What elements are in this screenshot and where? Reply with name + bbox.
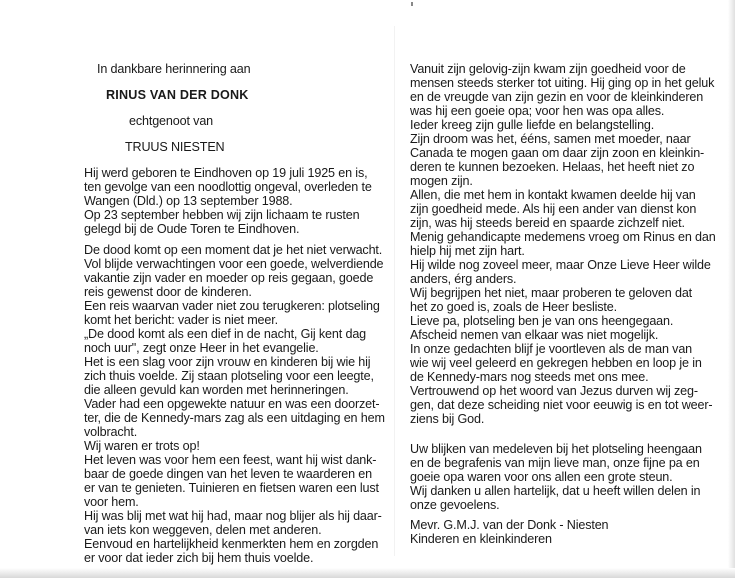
text-line: hielp hij met zijn hart. (410, 244, 525, 258)
text-line: Vertrouwend op het woord van Jezus durven wij zeg- (410, 384, 698, 398)
text-line: Ieder kreeg zijn gulle liefde en belangstelling. (410, 118, 655, 132)
text-line: Het leven was voor hem een feest, want hij wist dank- (84, 453, 377, 467)
text-line: Vanuit zijn gelovig-zijn kwam zijn goedheid voor de (410, 62, 686, 76)
memorial-heading: In dankbare herinnering aan (97, 62, 251, 76)
text-line: Hij was blij met wat hij had, maar nog blijer als hij daar- (84, 509, 382, 523)
text-line: er voor dat ieder zich bij hem thuis voelde. (84, 551, 314, 565)
scan-edge-bottom (0, 568, 735, 578)
text-line: baar de goede dingen van het leven te waarderen en (84, 467, 372, 481)
text-line: zich thuis voelde. Zij staan plotseling voor een leegte, (84, 369, 374, 383)
text-line: Zijn droom was het, ééns, samen met moeder, naar (410, 132, 691, 146)
text-line: en de begrafenis van mijn lieve man, onze fijne pa en (410, 456, 700, 470)
text-line: Eenvoud en hartelijkheid kenmerkten hem en zorgden (84, 537, 379, 551)
text-line: de Kennedy-mars nog steeds met ons mee. (410, 370, 649, 384)
text-line: en de vreugde van zijn gezin en voor de kleinkinderen (410, 90, 704, 104)
text-line: goeie opa waren voor ons allen een grote steun. (410, 470, 673, 484)
text-line: Hij werd geboren te Eindhoven op 19 juli 1925 en is, (84, 166, 368, 180)
text-line: Het is een slag voor zijn vrouw en kinderen bij wie hij (84, 355, 371, 369)
text-line: van iets kon weggeven, delen met anderen. (84, 523, 322, 537)
text-line: ten gevolge van een noodlottig ongeval, overleden te (84, 180, 372, 194)
text-line: noch uur", zegt onze Heer in het evangelie. (84, 341, 319, 355)
text-line: zijn, was hij steeds bereid en spaarde zichzelf niet. (410, 216, 685, 230)
text-line: Wij waren er trots op! (84, 439, 200, 453)
signature: Mevr. G.M.J. van der Donk - Niesten (410, 518, 609, 532)
text-line: Een reis waarvan vader niet zou terugkeren: plotseling (84, 299, 380, 313)
text-line: „De dood komt als een dief in de nacht, Gij kent dag (84, 327, 367, 341)
text-line: voor hem. (84, 495, 139, 509)
text-line: Wij begrijpen het niet, maar proberen te geloven dat (410, 286, 693, 300)
text-line: Op 23 september hebben wij zijn lichaam te rusten (84, 208, 360, 222)
text-line: reis gewenst door de kinderen. (84, 285, 252, 299)
text-line: Vader had een opgewekte natuur en was een doorzet- (84, 397, 380, 411)
text-line: er van te genieten. Tuinieren en fietsen waren een lust (84, 481, 379, 495)
text-line: komt het bericht: vader is niet meer. (84, 313, 278, 327)
text-line: deren te kunnen bezoeken. Helaas, het heeft niet zo (410, 160, 695, 174)
text-line: onze gevoelens. (410, 498, 500, 512)
text-line: ter, die de Kennedy-mars zag als een uitdaging en hem (84, 411, 385, 425)
family-signature: Kinderen en kleinkinderen (410, 532, 552, 546)
text-line: anders, érg anders. (410, 272, 517, 286)
text-line: Uw blijken van medeleven bij het plotseling heengaan (410, 442, 702, 456)
text-line: De dood komt op een moment dat je het niet verwacht. (84, 243, 383, 257)
text-line: zijn goedheid mede. Als hij een ander van dienst kon (410, 202, 697, 216)
deceased-name: RINUS VAN DER DONK (106, 88, 249, 102)
text-line: Canada te mogen gaan om daar zijn zoon en kleinkin- (410, 146, 705, 160)
text-line: het zo goed is, zoals de Heer besliste. (410, 300, 617, 314)
text-line: Wij danken u allen hartelijk, dat u heeft willen delen in (410, 484, 701, 498)
scan-edge-right (728, 0, 735, 578)
text-line: wie wij veel geleerd en gekregen hebben en loop je in (410, 356, 702, 370)
spouse-name: TRUUS NIESTEN (125, 140, 225, 154)
text-line: ziens bij God. (410, 412, 485, 426)
text-line: mogen zijn. (410, 174, 473, 188)
scan-speck (411, 2, 413, 6)
text-line: Vol blijde verwachtingen voor een goede, welverdiende (84, 257, 384, 271)
text-line: die alleen gevuld kan worden met herinneringen. (84, 383, 349, 397)
text-line: mensen steeds sterker tot uiting. Hij ging op in het geluk (410, 76, 715, 90)
fold-line (394, 26, 395, 556)
text-line: Wangen (Dld.) op 13 september 1988. (84, 194, 293, 208)
text-line: Menig gehandicapte medemens vroeg om Rinus en dan (410, 230, 716, 244)
text-line: Allen, die met hem in kontakt kwamen deelde hij van (410, 188, 696, 202)
text-line: was hij een goeie opa; voor hen was opa alles. (410, 104, 665, 118)
text-line: vakantie zijn vader en moeder op reis gegaan, goede (84, 271, 374, 285)
text-line: In onze gedachten blijf je voortleven als de man van (410, 342, 693, 356)
text-line: Afscheid nemen van elkaar was niet mogelijk. (410, 328, 659, 342)
text-line: volbracht. (84, 425, 138, 439)
relation-text: echtgenoot van (129, 114, 214, 128)
text-line: gen, dat deze scheiding niet voor eeuwig is en tot weer- (410, 398, 713, 412)
text-line: gelegd bij de Oude Toren te Eindhoven. (84, 222, 300, 236)
text-line: Lieve pa, plotseling ben je van ons heengegaan. (410, 314, 674, 328)
text-line: Hij wilde nog zoveel meer, maar Onze Lieve Heer wilde (410, 258, 711, 272)
